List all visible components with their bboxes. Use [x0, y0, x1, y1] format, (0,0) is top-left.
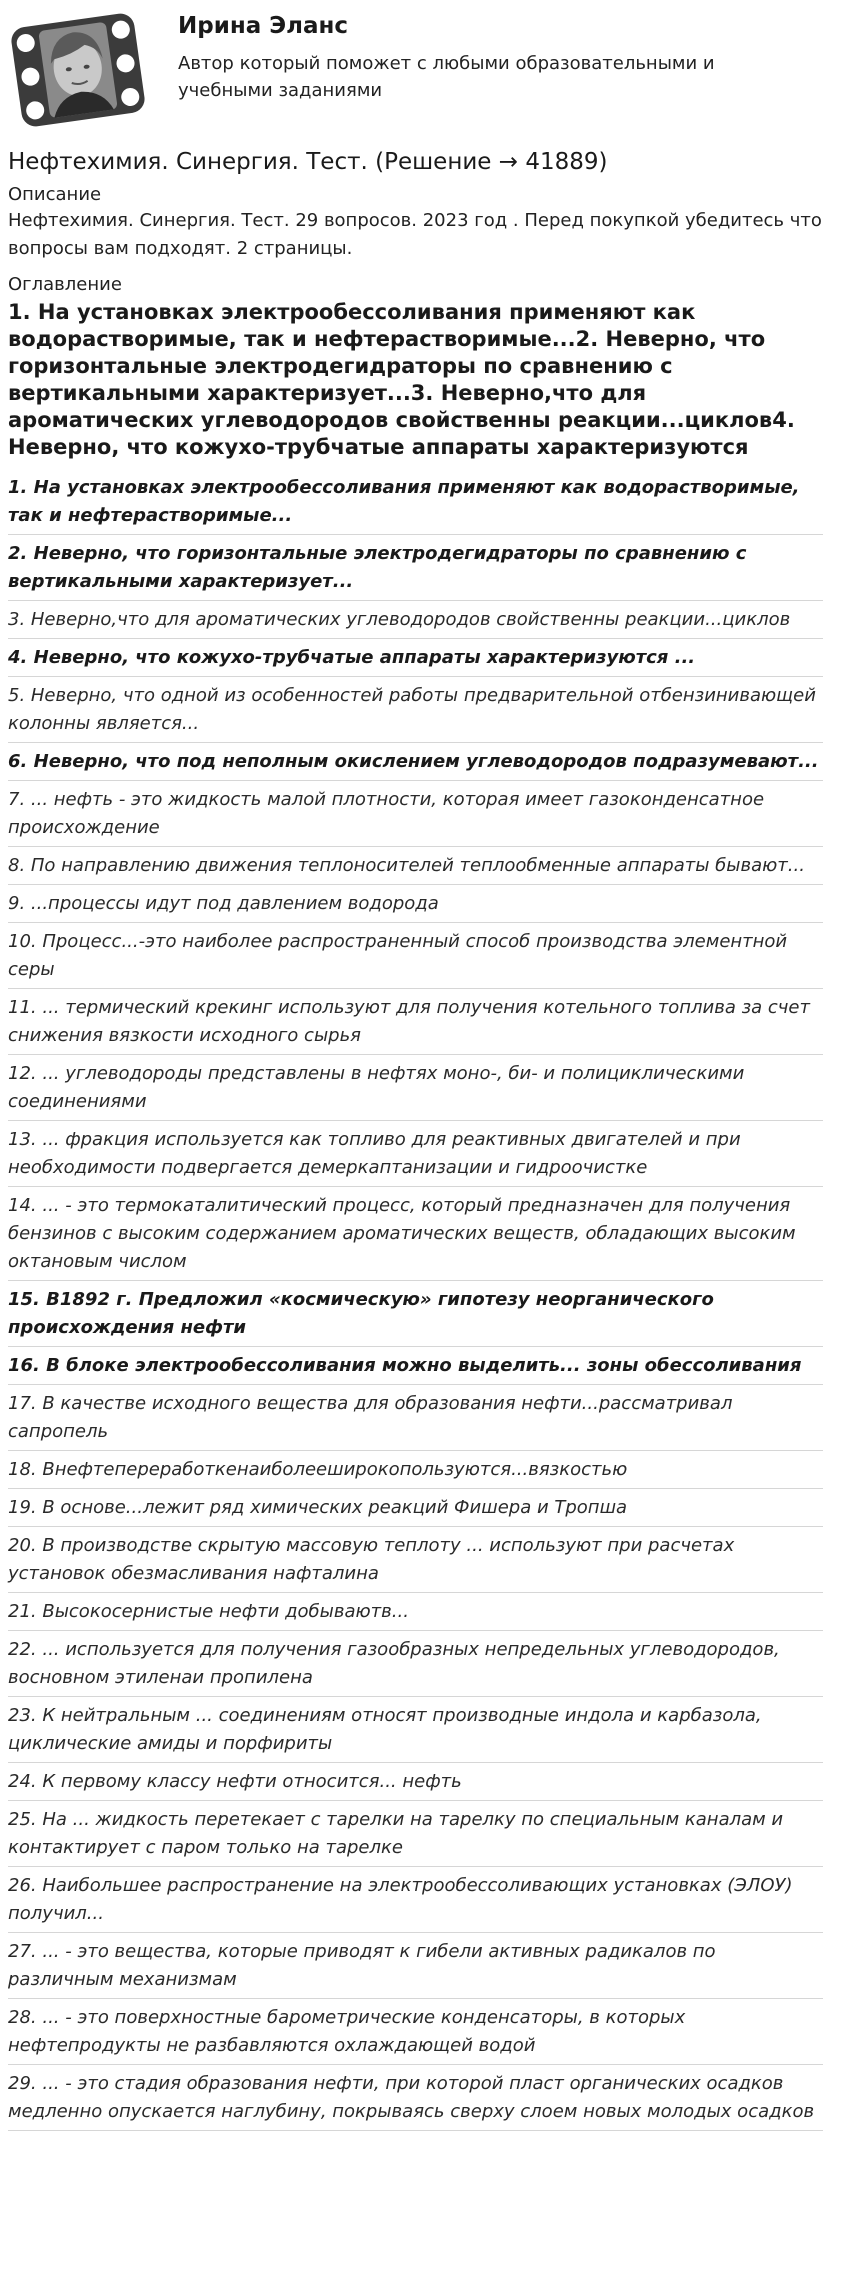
question-item: 14. ... - это термокаталитический процесс, который предназначен для получения бензинов с высоким содержанием ароматических веществ, обладающих высоким октановым числом: [8, 1189, 823, 1281]
question-item: 21. Высокосернистые нефти добываютв...: [8, 1595, 823, 1631]
question-item: 7. ... нефть - это жидкость малой плотности, которая имеет газоконденсатное происхождение: [8, 783, 823, 847]
question-item: 28. ... - это поверхностные барометрические конденсаторы, в которых нефтепродукты не разбавляются охлаждающей водой: [8, 2001, 823, 2065]
question-item: 6. Неверно, что под неполным окислением углеводородов подразумевают...: [8, 745, 823, 781]
question-item: 1. На установках электрообессоливания применяют как водорастворимые, так и нефтерастворимые...: [8, 471, 823, 535]
question-item: 11. ... термический крекинг используют для получения котельного топлива за счет снижения вязкости исходного сырья: [8, 991, 823, 1055]
question-item: 4. Неверно, что кожухо-трубчатые аппараты характеризуются ...: [8, 641, 823, 677]
question-item: 20. В производстве скрытую массовую теплоту ... используют при расчетах установок обезмасливания нафталина: [8, 1529, 823, 1593]
question-item: 27. ... - это вещества, которые приводят к гибели активных радикалов по различным механизмам: [8, 1935, 823, 1999]
question-item: 17. В качестве исходного вещества для образования нефти...рассматривал сапропель: [8, 1387, 823, 1451]
question-item: 2. Неверно, что горизонтальные электродегидраторы по сравнению с вертикальными характеризует...: [8, 537, 823, 601]
author-description: Автор который поможет с любыми образовательными и учебными заданиями: [178, 53, 715, 101]
question-item: 23. К нейтральным ... соединениям относят производные индола и карбазола, циклические амиды и порфириты: [8, 1699, 823, 1763]
toc-label: Оглавление: [8, 274, 122, 295]
question-item: 18. Внефтепереработкенаиболееширокопользуются...вязкостью: [8, 1453, 823, 1489]
question-item: 10. Процесс...-это наиболее распространенный способ производства элементной серы: [8, 925, 823, 989]
question-item: 15. В1892 г. Предложил «космическую» гипотезу неорганического происхождения нефти: [8, 1283, 823, 1347]
question-list: [8, 471, 823, 2131]
description-label: Описание: [8, 184, 102, 205]
author-avatar[interactable]: [8, 10, 148, 130]
question-item: 22. ... используется для получения газообразных непредельных углеводородов, восновном этиленаи пропилена: [8, 1633, 823, 1697]
toc-heading: 1. На установках электрообессоливания применяют как водорастворимые, так и нефтерастворимые...2. Неверно, что горизонтальные электродегидраторы по сравнению с вертикальными характеризует...3. Неверно,что для ароматических углеводородов свойственны реакции...циклов4. Неверно, что кожухо-трубчатые аппараты характеризуются: [8, 300, 795, 459]
page-title: Нефтехимия. Синергия. Тест. (Решение → 41889): [8, 149, 608, 175]
question-item: 9. ...процессы идут под давлением водорода: [8, 887, 823, 923]
author-block: [8, 0, 823, 142]
question-item: 24. К первому классу нефти относится... нефть: [8, 1765, 823, 1801]
question-item: 3. Неверно,что для ароматических углеводородов свойственны реакции...циклов: [8, 603, 823, 639]
question-item: 29. ... - это стадия образования нефти, при которой пласт органических осадков медленно опускается наглубину, покрываясь сверху слоем новых молодых осадков: [8, 2067, 823, 2131]
film-reel-avatar-icon: [8, 10, 148, 130]
question-item: 25. На ... жидкость перетекает с тарелки на тарелку по специальным каналам и контактирует с паром только на тарелке: [8, 1803, 823, 1867]
description-text: Нефтехимия. Синергия. Тест. 29 вопросов. 2023 год . Перед покупкой убедитесь что вопросы вам подходят. 2 страницы.: [8, 210, 822, 259]
question-item: 8. По направлению движения теплоносителей теплообменные аппараты бывают...: [8, 849, 823, 885]
question-item: 12. ... углеводороды представлены в нефтях моно-, би- и полициклическими соединениями: [8, 1057, 823, 1121]
question-item: 26. Наибольшее распространение на электрообессоливающих установках (ЭЛОУ) получил...: [8, 1869, 823, 1933]
question-item: 19. В основе...лежит ряд химических реакций Фишера и Тропша: [8, 1491, 823, 1527]
author-name[interactable]: Ирина Эланс: [178, 13, 349, 39]
question-item: 13. ... фракция используется как топливо для реактивных двигателей и при необходимости подвергается демеркаптанизации и гидроочистке: [8, 1123, 823, 1187]
author-info: [178, 0, 778, 104]
question-item: 5. Неверно, что одной из особенностей работы предварительной отбензинивающей колонны является...: [8, 679, 823, 743]
question-item: 16. В блоке электрообессоливания можно выделить... зоны обессоливания: [8, 1349, 823, 1385]
